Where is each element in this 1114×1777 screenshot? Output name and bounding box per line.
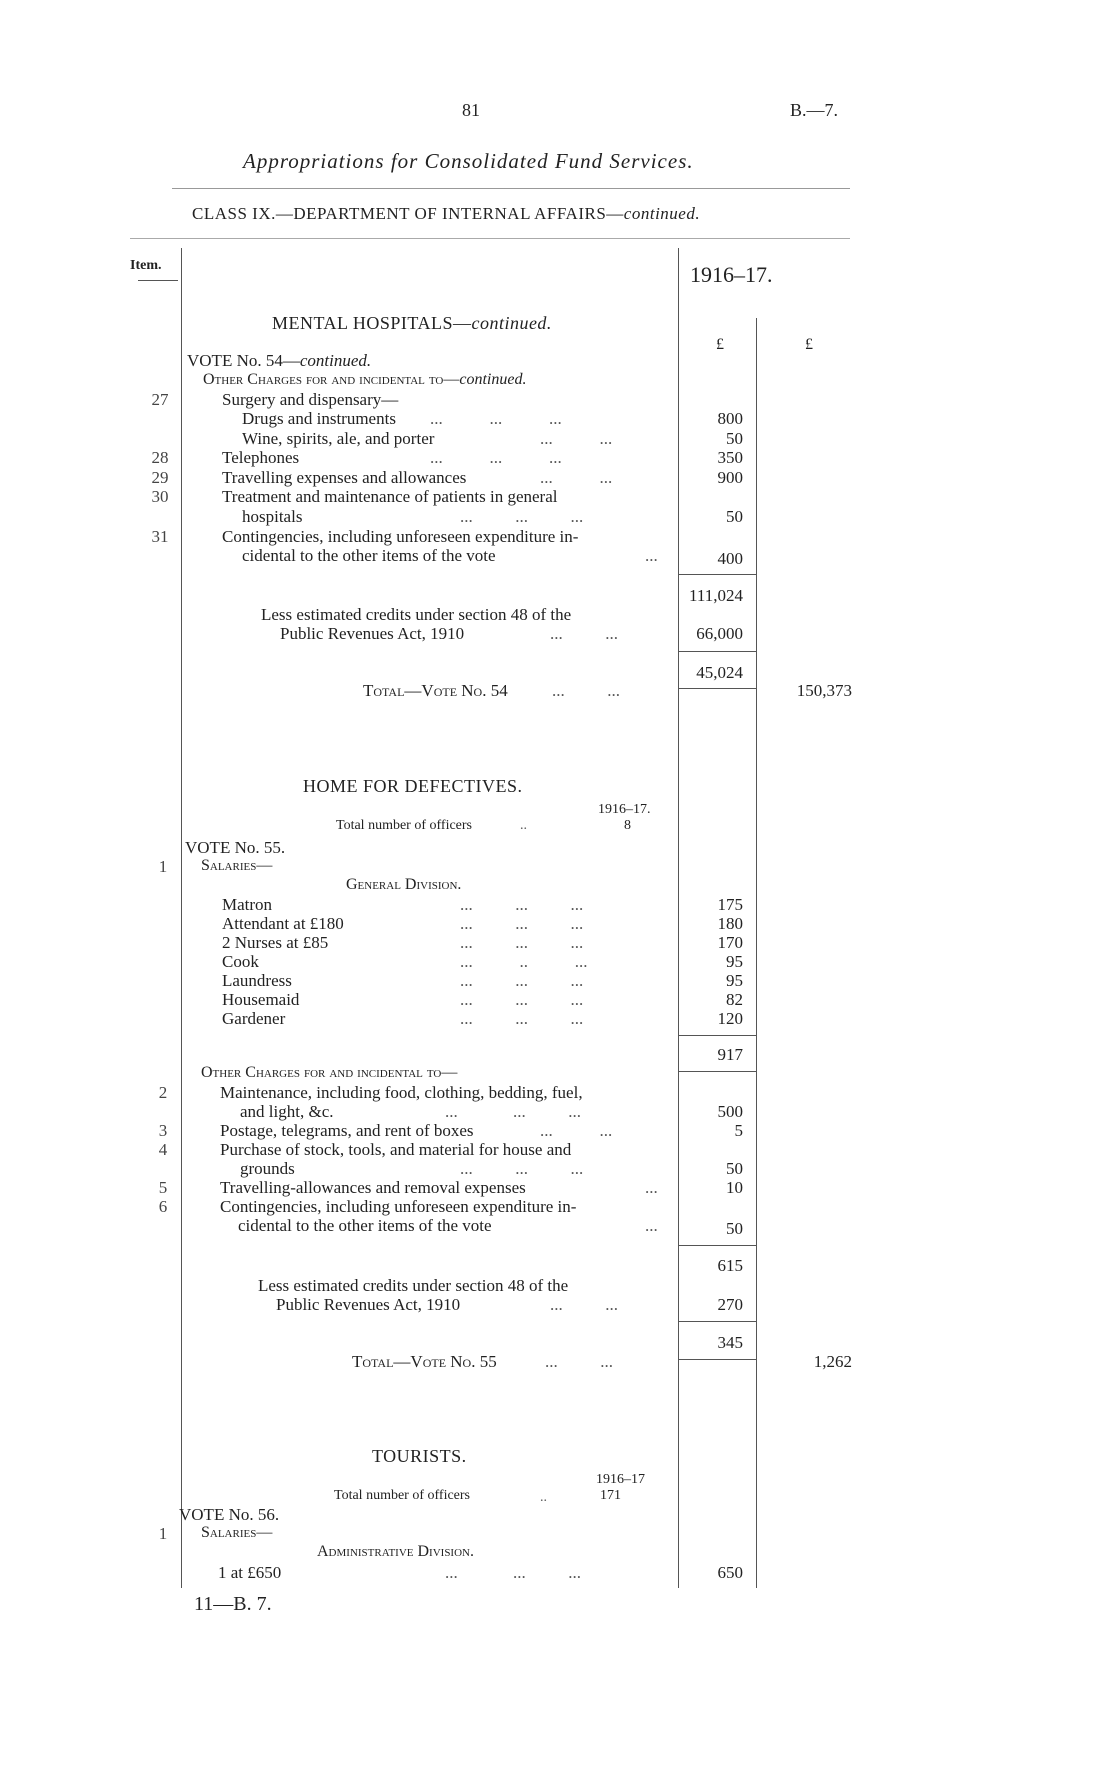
other-charges-heading: Other Charges for and incidental to—continued. <box>203 371 527 388</box>
leader-dots: ... ... ... <box>460 1159 584 1178</box>
salaries-heading: Salaries— <box>201 1524 273 1541</box>
less-credits-amount: 66,000 <box>696 624 743 643</box>
leader-dots: ... ... ... <box>460 933 584 952</box>
vote-54-label: VOTE No. 54—continued. <box>187 351 372 370</box>
net-underline <box>678 688 756 689</box>
line-item-label: Telephones <box>222 448 300 467</box>
leader-dots: ... ... ... <box>460 990 584 1009</box>
item-number: 1 <box>158 857 168 876</box>
net-amount: 345 <box>717 1333 743 1352</box>
leader-dots: ... ... ... <box>460 1009 584 1028</box>
line-item-amount: 800 <box>717 409 743 428</box>
staff-amount: 82 <box>726 990 743 1009</box>
document-reference: B.—7. <box>790 100 839 120</box>
officers-count: 8 <box>624 818 631 833</box>
officers-year: 1916–17. <box>598 802 651 817</box>
page-title: Appropriations for Consolidated Fund Services. <box>243 149 694 173</box>
page-number: 81 <box>462 100 480 120</box>
subtotal-amount: 111,024 <box>689 586 743 605</box>
item-number: 28 <box>151 448 169 467</box>
line-item-label: Contingencies, including unforeseen expenditure in- <box>222 527 579 546</box>
less-credits-label: Public Revenues Act, 1910 <box>276 1295 461 1314</box>
section-heading-mental-hospitals: MENTAL HOSPITALS—continued. <box>272 313 552 333</box>
division-heading: General Division. <box>346 876 462 893</box>
officers-count: 171 <box>600 1488 621 1503</box>
line-item-amount: 50 <box>726 429 743 448</box>
less-credits-label: Less estimated credits under section 48 of the <box>261 605 572 624</box>
pound-sign-2: £ <box>805 336 813 353</box>
net-underline <box>678 1359 756 1360</box>
staff-label: 2 Nurses at £85 <box>222 933 329 952</box>
leader-dots: ... <box>645 1216 658 1235</box>
less-credits-label: Less estimated credits under section 48 of the <box>258 1276 569 1295</box>
line-item-label: Travelling expenses and allowances <box>222 468 467 487</box>
leader-dots: ... ... <box>540 468 613 487</box>
line-item-label: Drugs and instruments <box>242 409 396 428</box>
net-rule <box>678 651 756 652</box>
salaries-underline <box>678 1071 756 1072</box>
salaries-total: 917 <box>717 1045 743 1064</box>
subtotal-amount: 615 <box>717 1256 743 1275</box>
line-item-label: Maintenance, including food, clothing, bedding, fuel, <box>220 1083 583 1102</box>
staff-amount: 170 <box>717 933 743 952</box>
leader-dots: ... ... ... <box>445 1102 581 1121</box>
officers-label: Total number of officers <box>334 1488 470 1503</box>
leader-dots: ... ... ... <box>460 914 584 933</box>
item-number: 5 <box>158 1178 168 1197</box>
less-credits-amount: 270 <box>717 1295 743 1314</box>
item-number: 29 <box>151 468 169 487</box>
pound-sign-1: £ <box>716 336 724 353</box>
leader-dots: ... ... ... <box>430 409 562 428</box>
staff-amount: 120 <box>717 1009 743 1028</box>
line-item-amount: 350 <box>717 448 743 467</box>
leader-dots: ... ... <box>550 624 618 643</box>
staff-label: Gardener <box>222 1009 286 1028</box>
line-item-label: Travelling-allowances and removal expenses <box>220 1178 526 1197</box>
line-item-label: 1 at £650 <box>218 1563 282 1582</box>
vote-total-label: Total—Vote No. 55 <box>352 1352 497 1371</box>
line-item-label: hospitals <box>242 507 303 526</box>
item-number: 4 <box>158 1140 168 1159</box>
section-heading-tourists: TOURISTS. <box>372 1446 467 1466</box>
staff-label: Housemaid <box>222 990 300 1009</box>
leader-dots: ... <box>645 1178 658 1197</box>
leader-dots: ... ... <box>540 429 613 448</box>
vote-56-label: VOTE No. 56. <box>179 1505 280 1524</box>
salaries-rule <box>678 1035 756 1036</box>
staff-label: Matron <box>222 895 273 914</box>
leader-dots: ... ... ... <box>430 448 562 467</box>
line-item-amount: 500 <box>717 1102 743 1121</box>
officers-year: 1916–17 <box>596 1472 645 1487</box>
leader-dots: ... ... ... <box>445 1563 581 1582</box>
item-number: 27 <box>151 390 169 409</box>
leader-dots: ... ... ... <box>460 971 584 990</box>
leader-dots: ... ... <box>545 1352 613 1371</box>
officers-label: Total number of officers <box>336 818 472 833</box>
vote-total-label: Total—Vote No. 54 <box>363 681 508 700</box>
title-rule <box>172 188 850 189</box>
leader-dots: ... ... ... <box>460 895 584 914</box>
item-number: 1 <box>158 1524 168 1543</box>
signature-mark: 11—B. 7. <box>194 1593 272 1615</box>
section-heading-home-for-defectives: HOME FOR DEFECTIVES. <box>303 776 523 796</box>
division-heading: Administrative Division. <box>317 1543 474 1560</box>
line-item-amount: 50 <box>726 1159 743 1178</box>
staff-label: Laundress <box>222 971 292 990</box>
less-credits-label: Public Revenues Act, 1910 <box>280 624 465 643</box>
leader-dots: ... ... ... <box>460 507 584 526</box>
salaries-heading: Salaries— <box>201 857 273 874</box>
staff-amount: 95 <box>726 952 743 971</box>
staff-label: Cook <box>222 952 259 971</box>
leader-dots: .. <box>520 818 527 833</box>
line-item-amount: 10 <box>726 1178 743 1197</box>
staff-amount: 180 <box>717 914 743 933</box>
item-header-rule <box>138 280 178 281</box>
line-item-label: Wine, spirits, ale, and porter <box>242 429 435 448</box>
item-number: 31 <box>151 527 169 546</box>
item-column-header: Item. <box>130 258 162 273</box>
line-item-label: cidental to the other items of the vote <box>242 546 496 565</box>
net-rule <box>678 1321 756 1322</box>
line-item-label: Surgery and dispensary— <box>222 390 399 409</box>
line-item-label: Postage, telegrams, and rent of boxes <box>220 1121 474 1140</box>
vote-55-label: VOTE No. 55. <box>185 838 286 857</box>
line-item-amount: 5 <box>734 1121 743 1140</box>
leader-dots: ... ... <box>552 681 620 700</box>
leader-dots: ... <box>645 546 658 565</box>
class-rule <box>130 238 850 239</box>
leader-dots: .. <box>540 1490 547 1505</box>
item-number: 3 <box>158 1121 168 1140</box>
line-item-amount: 900 <box>717 468 743 487</box>
leader-dots: ... ... <box>550 1295 618 1314</box>
vote-total-amount: 150,373 <box>796 681 852 700</box>
staff-label: Attendant at £180 <box>222 914 344 933</box>
net-amount: 45,024 <box>696 663 743 682</box>
line-item-label: Contingencies, including unforeseen expenditure in- <box>220 1197 577 1216</box>
line-item-label: Treatment and maintenance of patients in general <box>222 487 558 506</box>
item-number: 30 <box>151 487 169 506</box>
vote-total-amount: 1,262 <box>813 1352 852 1371</box>
line-item-amount: 650 <box>717 1563 743 1582</box>
year-column-header: 1916–17. <box>690 262 773 287</box>
item-number: 2 <box>158 1083 168 1102</box>
leader-dots: ... .. ... <box>460 952 588 971</box>
staff-amount: 95 <box>726 971 743 990</box>
line-item-label: grounds <box>240 1159 295 1178</box>
line-item-label: and light, &c. <box>240 1102 334 1121</box>
other-charges-heading: Other Charges for and incidental to— <box>201 1064 458 1081</box>
subtotal-rule <box>678 574 756 575</box>
line-item-label: Purchase of stock, tools, and material for house and <box>220 1140 572 1159</box>
line-item-amount: 50 <box>726 507 743 526</box>
class-title: CLASS IX.—DEPARTMENT OF INTERNAL AFFAIRS—continued. <box>192 204 701 223</box>
item-number: 6 <box>158 1197 168 1216</box>
staff-amount: 175 <box>717 895 743 914</box>
amount-column-rule-right <box>756 318 757 1588</box>
subtotal-rule <box>678 1245 756 1246</box>
line-item-amount: 50 <box>726 1219 743 1238</box>
leader-dots: ... ... <box>540 1121 613 1140</box>
line-item-label: cidental to the other items of the vote <box>238 1216 492 1235</box>
line-item-amount: 400 <box>717 549 743 568</box>
item-column-rule <box>181 248 182 1588</box>
